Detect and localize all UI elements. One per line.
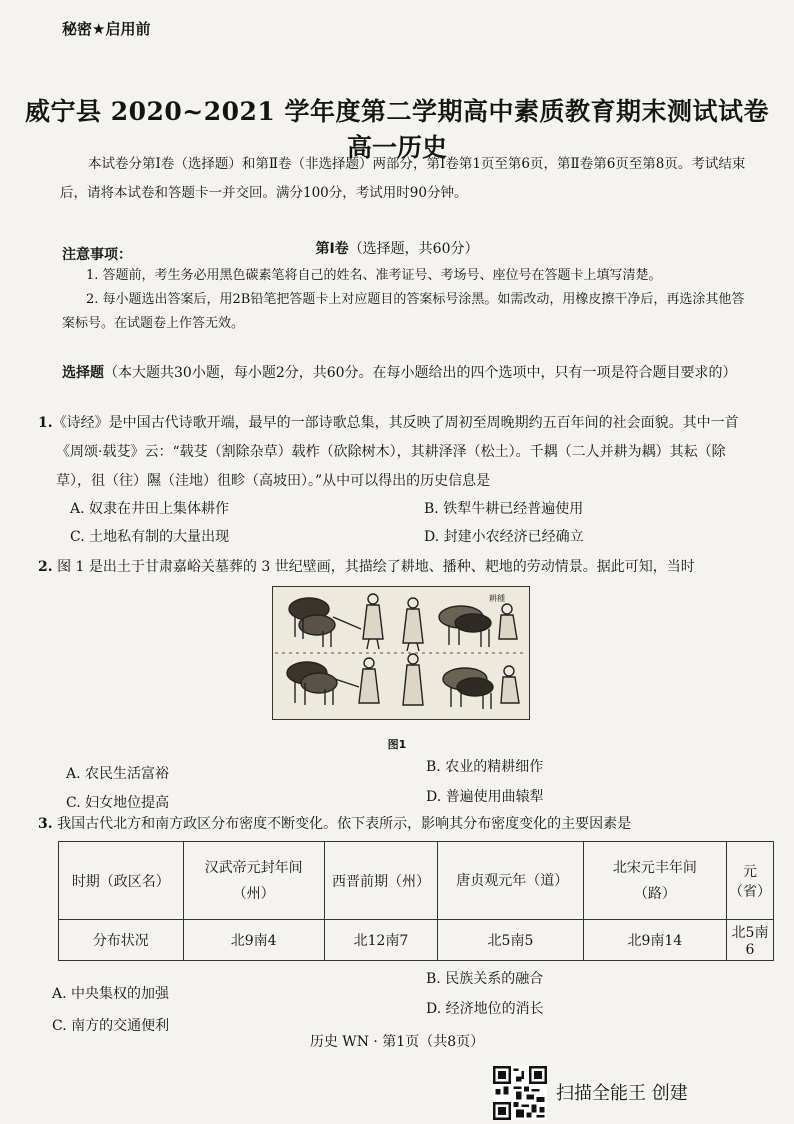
question-stem: 《诗经》是中国古代诗歌开端，最早的一部诗歌总集，其反映了周初至周晚期约五百年间的社会面貌。其中一首《周颂·载芟》云：“载芟（割除杂草）载柞（砍除树木），其耕泽泽（松土）。千耦（二人并耕为耦）其耘（除草），徂（往）隰（洼地）徂畛（高坡田）。”从中可以得出的历史信息是 (52, 415, 739, 489)
table-row (59, 920, 774, 961)
table-cell: 北5南6 (727, 920, 774, 961)
q3-option-a: A. 中央集权的加强 (52, 986, 170, 1002)
table-cell: 北9南4 (183, 920, 324, 961)
question-stem: 图 1 是出土于甘肃嘉峪关墓葬的 3 世纪壁画，其描绘了耕地、播种、耙地的劳动情景。据此可知，当时 (57, 559, 695, 575)
q2-option-d: D. 普遍使用曲辕犁 (426, 789, 544, 805)
mural-figure (272, 586, 530, 720)
table-header-cell: 时期（政区名） (59, 842, 184, 920)
scanner-watermark: 扫描全能王 创建 (556, 1083, 688, 1104)
table-header-cell: 唐贞观元年（道） (438, 842, 583, 920)
choice-description: （本大题共30小题，每小题2分，共60分。在每小题给出的四个选项中，只有一项是符合题目要求的） (104, 365, 737, 381)
table-header-row (59, 842, 774, 920)
question-number: 3. (38, 816, 53, 832)
farming-mural-illustration (273, 587, 529, 719)
question-stem: 我国古代北方和南方政区分布密度不断变化。依下表所示，影响其分布密度变化的主要因素是 (57, 816, 632, 832)
q1-option-d: D. 封建小农经济已经确立 (424, 529, 584, 545)
question-1 (38, 409, 758, 496)
confidential-mark: 秘密★启用前 (62, 20, 151, 38)
section-subtitle: （选择题，共60分） (348, 241, 479, 257)
q2-option-c: C. 妇女地位提高 (66, 795, 170, 811)
q1-option-c: C. 土地私有制的大量出现 (70, 529, 230, 545)
notice-title: 注意事项： (62, 247, 132, 263)
table-header-cell: 北宋元丰年间（路） (583, 842, 726, 920)
exam-title: 威宁县 2020~2021 学年度第二学期高中素质教育期末测试试卷 (24, 97, 770, 126)
question-3 (38, 810, 758, 839)
table-cell: 北9南14 (583, 920, 726, 961)
exam-subject: 高一历史 (346, 133, 447, 162)
choice-section-header (62, 359, 752, 387)
table-row-label: 分布状况 (59, 920, 184, 961)
notice-item-1: 1. 答题前，考生务必用黑色碳素笔将自己的姓名、准考证号、考场号、座位号在答题卡上填写清楚。 (86, 268, 662, 283)
exam-instructions: 本试卷分第Ⅰ卷（选择题）和第Ⅱ卷（非选择题）两部分，第Ⅰ卷第1页至第6页，第Ⅱ卷第6页至第8页。考试结束后，请将本试卷和答题卡一并交回。满分100分，考试用时90分钟。 (60, 156, 746, 201)
q1-option-a: A. 奴隶在井田上集体耕作 (70, 501, 230, 517)
q1-option-b: B. 铁犁牛耕已经普遍使用 (424, 501, 584, 517)
table-cell: 北12南7 (324, 920, 437, 961)
section-title (0, 238, 794, 258)
question-number: 1. (38, 415, 53, 431)
table-header-cell: 西晋前期（州） (324, 842, 437, 920)
q2-option-a: A. 农民生活富裕 (66, 766, 170, 782)
q3-option-b: B. 民族关系的融合 (426, 971, 544, 987)
q2-option-b: B. 农业的精耕细作 (426, 759, 544, 775)
choice-label: 选择题 (62, 365, 104, 381)
q3-option-c: C. 南方的交通便利 (52, 1018, 170, 1034)
figure-caption: 图1 (387, 738, 407, 751)
page-footer: 历史 WN · 第1页（共8页） (309, 1034, 485, 1050)
table-header-cell: 元（省） (727, 842, 774, 920)
region-density-table (58, 841, 774, 961)
question-number: 2. (38, 559, 53, 575)
mural-inscription: 耕種 (489, 594, 505, 603)
question-2 (38, 553, 758, 582)
notice-item-2: 2. 每小题选出答案后，用2B铅笔把答题卡上对应题目的答案标号涂黑。如需改动，用橡皮擦干净后，再选涂其他答案标号。在试题卷上作答无效。 (62, 292, 745, 331)
qr-code-icon (493, 1066, 547, 1120)
table-cell: 北5南5 (438, 920, 583, 961)
q3-option-d: D. 经济地位的消长 (426, 1001, 544, 1017)
section-name: 第Ⅰ卷 (315, 241, 349, 257)
table-header-cell: 汉武帝元封年间（州） (183, 842, 324, 920)
